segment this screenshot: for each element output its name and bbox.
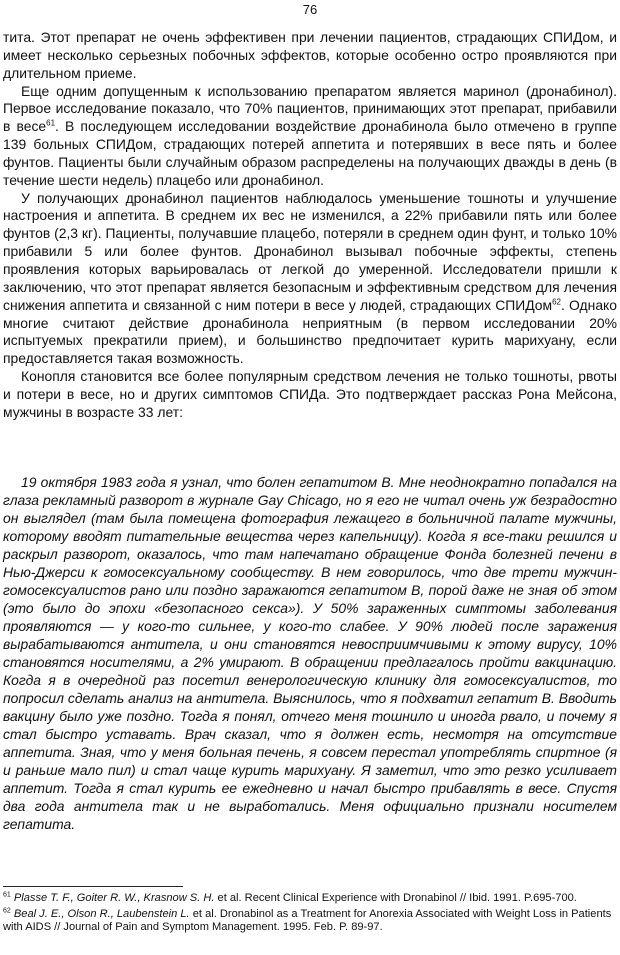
footnote-ref[interactable]: 62 (552, 297, 561, 307)
paragraph (3, 83, 617, 190)
paragraph: Конопля становится все более популярным средством лечения не только тошноты, рвоты и потери в весе, но и других симптомов СПИДа. Это подтверждает рассказ Рона Мейсона, мужчины в возрасте 33 лет: (3, 368, 617, 420)
quote-block (3, 473, 617, 833)
footnote-authors: Plasse T. F., Goiter R. W., Krasnow S. H. (13, 892, 215, 904)
footnote-ref[interactable]: 61 (46, 118, 56, 128)
footnote-text: et al. Dronabinol as a Treatment for Anorexia Associated with Weight Loss in Patients with AIDS // Journal of Pain and Symptom Management. 1995. Feb. P. 89-97. (3, 907, 612, 934)
footnote-number: 62 (3, 906, 11, 914)
footnote-text: et al. Recent Clinical Experience with Dronabinol // Ibid. 1991. P.695-700. (214, 892, 577, 904)
paragraph-text: У получающих дронабинол пациентов наблюдалось уменьшение тошноты и улучшение настроения и аппетита. В среднем их вес не изменился, а 22% прибавили пять или более фунтов (2,3 кг). Пациенты, получавшие плацебо, потеряли в среднем один фунт, и только 10% прибавили 5 или более фунтов. Дронабинол вызывал побочные эффекты, степень проявления которых варьировалась от легкой до умеренной. Исследователи пришли к заключению, что этот препарат является безопасным и эффективным средством для лечения снижения аппетита и связанной с ним потери в весе у людей, страдающих СПИДом (3, 189, 617, 313)
paragraph: тита. Этот препарат не очень эффективен при лечении пациентов, страдающих СПИДом, и имеет несколько серьезных побочных эффектов, которые особенно остро проявляются при длительном приеме. (3, 29, 617, 81)
quote-text: 19 октября 1983 года я узнал, что болен гепатитом В. Мне неоднократно попадался на глаза рекламный разворот в журнале Gay Chicago, но я его не читал очень уж безрадостно он выглядел (там была помещена фотография лежащего в больничной палате мужчины, которому вводят питательные вещества через капельницу). Когда я все-таки решился и раскрыл разворот, оказалось, что там напечатано обращение Фонда болезней печени в Нью-Джерси к гомосексуальному сообществу. В нем говорилось, что две трети мужчин-гомосексуалистов рано или поздно заражаются гепатитом В, порой даже не зная об этом (это было до эпохи «безопасного секса»). У 50% зараженных симптомы заболевания проявляются — у кого-то сильнее, у кого-то слабее. У 90% людей после заражения вырабатываются антитела, и они становятся невосприимчивыми к этому вирусу, 10% становятся носителями, а 2% умирают. В обращении предлагалось пройти вакцинацию. Когда я в очередной раз посетил венерологическую клинику для гомосексуалистов, то попросил сделать анализ на антитела. Выяснилось, что я подхватил гепатит В. Вводить вакцину было уже поздно. Тогда я понял, отчего меня тошнило и иногда рвало, и почему я стал быстро уставать. Врач сказал, что я должен есть, несмотря на отсутствие аппетита. Зная, что у меня больная печень, я совсем перестал употреблять спиртное (я и раньше мало пил) и стал чаще курить марихуану. Я заметил, что это резко усиливает аппетит. Тогда я стал курить ее ежедневно и начал быстро прибавлять в весе. Спустя два года антитела так и не выработались. Меня официально признали носителем гепатита. (3, 474, 617, 832)
footnote (3, 892, 617, 906)
body-text (3, 29, 617, 422)
footnote-authors: Beal J. E., Olson R., Laubenstein L. (13, 907, 190, 920)
footnote-number: 61 (3, 891, 11, 899)
footnote (3, 908, 617, 935)
paragraph (3, 190, 617, 368)
footnotes (3, 892, 617, 937)
paragraph-text: Еще одним допущенным к использованию препаратом является маринол (дронабинол). Первое исследование показало, что 70% пациентов, принимающих этот препарат, прибавили в весе (3, 82, 617, 135)
page-number: 76 (302, 2, 318, 17)
paragraph-text: . В последующем исследовании воздействие дронабинола было отмечено в группе 139 больных СПИДом, страдающих потерей аппетита и потерявших в весе пять и более фунтов. Пациенты были случайным образом распределены на получающих дважды в день (в течение шести недель) плацебо или дронабинол. (3, 118, 618, 188)
footnote-divider (3, 886, 183, 887)
paragraph-text: . Однако многие считают действие дронабинола неприятным (в первом исследовании 20% испытуемых прекратили прием), и большинство предпочитает курить марихуану, если предоставляется такая возможность. (3, 296, 618, 367)
